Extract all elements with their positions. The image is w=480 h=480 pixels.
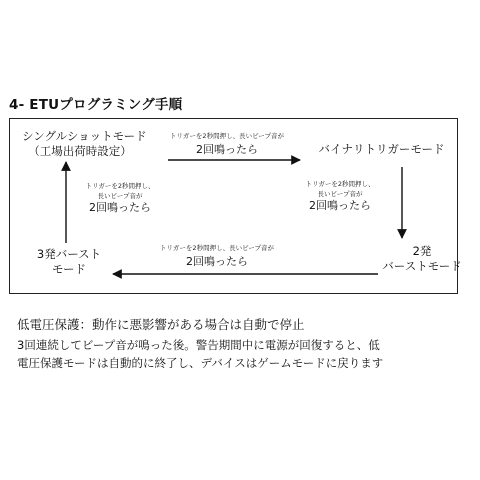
node-single-shot-label: シングルショットモード: [22, 129, 147, 143]
transition-bottom-action: トリガーを2秒間押し、長いビープ音が: [160, 244, 274, 252]
node-two-burst-label: バーストモード: [382, 259, 462, 273]
transition-left-action: トリガーを2秒間押し、: [85, 182, 155, 190]
page-title: 4- ETUプログラミング手順: [9, 97, 183, 113]
notes-line-2: 電圧保護モードは自動的に終了し、デバイスはゲームモードに戻ります: [17, 356, 384, 370]
transition-bottom-result: 2回鳴ったら: [186, 255, 248, 268]
notes-line-1: 3回連続してビープ音が鳴った後。警告期間中に電源が回復すると、低: [17, 338, 380, 352]
transition-right-action: トリガーを2秒間押し、: [305, 180, 375, 188]
node-three-burst-sublabel: モード: [51, 262, 87, 276]
transition-right-result: 2回鳴ったら: [309, 199, 371, 212]
node-single-shot-sublabel: （工場出荷時設定）: [28, 144, 132, 158]
transition-left-action-cont: 長いビープ音が: [97, 192, 143, 200]
node-two-burst-count: 2発: [412, 244, 432, 258]
node-binary-trigger-label: バイナリトリガーモード: [318, 142, 445, 156]
low-voltage-heading: 低電圧保護：動作に悪影響がある場合は自動で停止: [17, 317, 305, 332]
transition-left-result: 2回鳴ったら: [89, 201, 151, 214]
transition-top-result: 2回鳴ったら: [196, 143, 258, 156]
node-three-burst-label: 3発バースト: [36, 247, 102, 261]
transition-right-action-cont: 長いビープ音が: [317, 190, 363, 198]
transition-top-action: トリガーを2秒間押し、長いビープ音が: [170, 132, 284, 140]
